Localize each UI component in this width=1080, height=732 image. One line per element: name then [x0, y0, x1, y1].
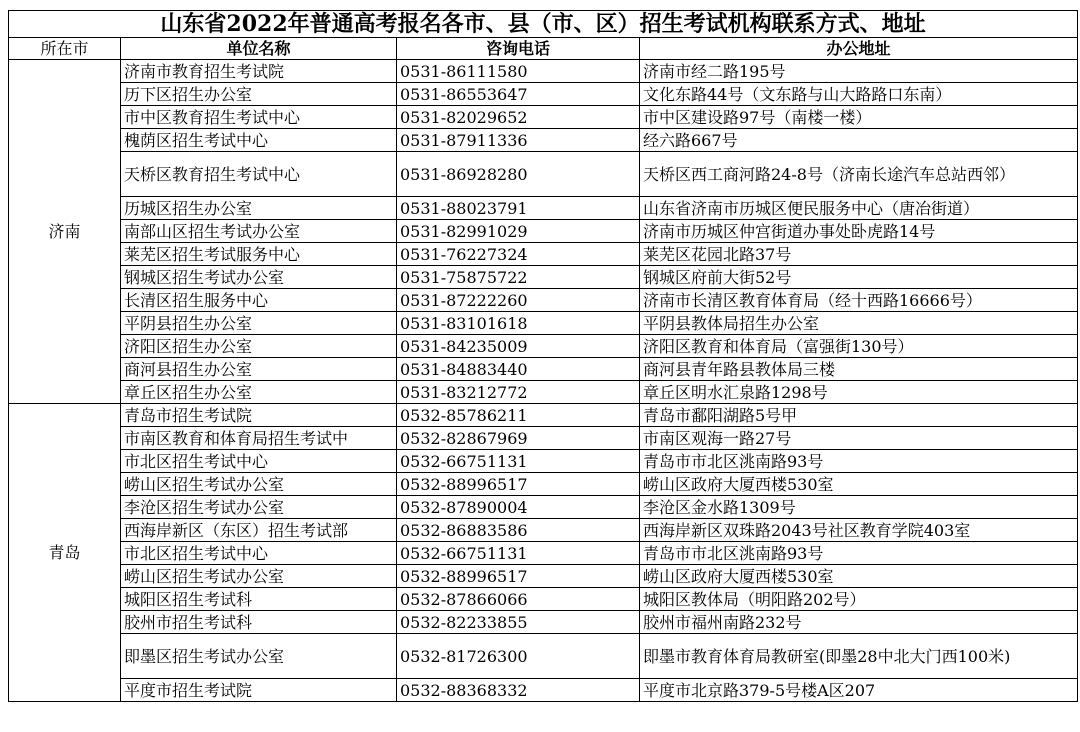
table-row — [9, 542, 1078, 565]
unit-cell: 市北区招生考试中心 — [121, 542, 397, 565]
unit-cell: 钢城区招生考试办公室 — [121, 266, 397, 289]
city-cell: 青岛 — [9, 404, 121, 702]
address-cell: 平阴县教体局招生办公室 — [640, 312, 1078, 335]
address-cell: 崂山区政府大厦西楼530室 — [640, 565, 1078, 588]
address-cell: 山东省济南市历城区便民服务中心（唐冶街道） — [640, 197, 1078, 220]
phone-cell: 0531-87222260 — [397, 289, 640, 312]
phone-cell: 0532-88996517 — [397, 473, 640, 496]
phone-cell: 0532-87866066 — [397, 588, 640, 611]
phone-cell: 0531-86111580 — [397, 60, 640, 83]
phone-cell: 0531-84235009 — [397, 335, 640, 358]
address-cell: 济南市历城区仲宫街道办事处卧虎路14号 — [640, 220, 1078, 243]
table-row — [9, 335, 1078, 358]
phone-cell: 0532-66751131 — [397, 542, 640, 565]
header-row — [9, 38, 1078, 60]
table-row — [9, 473, 1078, 496]
table-body — [9, 60, 1078, 702]
address-cell: 天桥区西工商河路24-8号（济南长途汽车总站西邻） — [640, 152, 1078, 197]
phone-cell: 0532-85786211 — [397, 404, 640, 427]
address-cell: 即墨市教育体育局教研室(即墨28中北大门西100米) — [640, 634, 1078, 679]
table-row — [9, 358, 1078, 381]
table-row — [9, 450, 1078, 473]
unit-cell: 历城区招生办公室 — [121, 197, 397, 220]
contact-table — [8, 10, 1078, 702]
phone-cell: 0531-83212772 — [397, 381, 640, 404]
phone-cell: 0531-88023791 — [397, 197, 640, 220]
table-row — [9, 634, 1078, 679]
table-row — [9, 679, 1078, 702]
address-cell: 胶州市福州南路232号 — [640, 611, 1078, 634]
phone-cell: 0531-82991029 — [397, 220, 640, 243]
phone-cell: 0531-76227324 — [397, 243, 640, 266]
unit-cell: 城阳区招生考试科 — [121, 588, 397, 611]
address-cell: 经六路667号 — [640, 129, 1078, 152]
table-row — [9, 611, 1078, 634]
address-cell: 城阳区教体局（明阳路202号） — [640, 588, 1078, 611]
table-row — [9, 496, 1078, 519]
table-row — [9, 289, 1078, 312]
address-cell: 莱芜区花园北路37号 — [640, 243, 1078, 266]
table-row — [9, 220, 1078, 243]
phone-cell: 0531-75875722 — [397, 266, 640, 289]
table-row — [9, 129, 1078, 152]
unit-cell: 平阴县招生办公室 — [121, 312, 397, 335]
phone-cell: 0531-84883440 — [397, 358, 640, 381]
phone-cell: 0532-82233855 — [397, 611, 640, 634]
unit-cell: 平度市招生考试院 — [121, 679, 397, 702]
address-cell: 章丘区明水汇泉路1298号 — [640, 381, 1078, 404]
unit-cell: 市北区招生考试中心 — [121, 450, 397, 473]
unit-cell: 历下区招生办公室 — [121, 83, 397, 106]
address-cell: 青岛市鄱阳湖路5号甲 — [640, 404, 1078, 427]
unit-cell: 市南区教育和体育局招生考试中 — [121, 427, 397, 450]
unit-cell: 青岛市招生考试院 — [121, 404, 397, 427]
table-row — [9, 197, 1078, 220]
unit-cell: 即墨区招生考试办公室 — [121, 634, 397, 679]
city-cell: 济南 — [9, 60, 121, 404]
phone-cell: 0531-87911336 — [397, 129, 640, 152]
address-cell: 西海岸新区双珠路2043号社区教育学院403室 — [640, 519, 1078, 542]
phone-cell: 0532-88368332 — [397, 679, 640, 702]
unit-cell: 济阳区招生办公室 — [121, 335, 397, 358]
table-row — [9, 519, 1078, 542]
unit-cell: 莱芜区招生考试服务中心 — [121, 243, 397, 266]
address-cell: 市南区观海一路27号 — [640, 427, 1078, 450]
unit-cell: 西海岸新区（东区）招生考试部 — [121, 519, 397, 542]
header-unit: 单位名称 — [121, 38, 397, 60]
address-cell: 钢城区府前大街52号 — [640, 266, 1078, 289]
table-row — [9, 588, 1078, 611]
phone-cell: 0532-66751131 — [397, 450, 640, 473]
phone-cell: 0531-86928280 — [397, 152, 640, 197]
table-row — [9, 266, 1078, 289]
unit-cell: 市中区教育招生考试中心 — [121, 106, 397, 129]
table-row — [9, 106, 1078, 129]
unit-cell: 济南市教育招生考试院 — [121, 60, 397, 83]
phone-cell: 0532-88996517 — [397, 565, 640, 588]
address-cell: 济南市长清区教育体育局（经十西路16666号） — [640, 289, 1078, 312]
header-city: 所在市 — [9, 38, 121, 60]
phone-cell: 0531-83101618 — [397, 312, 640, 335]
unit-cell: 章丘区招生办公室 — [121, 381, 397, 404]
table-row — [9, 312, 1078, 335]
table-row — [9, 243, 1078, 266]
phone-cell: 0532-82867969 — [397, 427, 640, 450]
phone-cell: 0531-82029652 — [397, 106, 640, 129]
address-cell: 济阳区教育和体育局（富强街130号） — [640, 335, 1078, 358]
address-cell: 济南市经二路195号 — [640, 60, 1078, 83]
unit-cell: 长清区招生服务中心 — [121, 289, 397, 312]
unit-cell: 崂山区招生考试办公室 — [121, 473, 397, 496]
address-cell: 商河县青年路县教体局三楼 — [640, 358, 1078, 381]
phone-cell: 0531-86553647 — [397, 83, 640, 106]
table-row — [9, 427, 1078, 450]
address-cell: 李沧区金水路1309号 — [640, 496, 1078, 519]
address-cell: 青岛市市北区洮南路93号 — [640, 542, 1078, 565]
unit-cell: 商河县招生办公室 — [121, 358, 397, 381]
unit-cell: 胶州市招生考试科 — [121, 611, 397, 634]
unit-cell: 李沧区招生考试办公室 — [121, 496, 397, 519]
table-row — [9, 60, 1078, 83]
unit-cell: 崂山区招生考试办公室 — [121, 565, 397, 588]
unit-cell: 槐荫区招生考试中心 — [121, 129, 397, 152]
address-cell: 市中区建设路97号（南楼一楼） — [640, 106, 1078, 129]
table-row — [9, 83, 1078, 106]
table-row — [9, 565, 1078, 588]
table-row — [9, 381, 1078, 404]
unit-cell: 南部山区招生考试办公室 — [121, 220, 397, 243]
address-cell: 平度市北京路379-5号楼A区207 — [640, 679, 1078, 702]
table-title: 山东省2022年普通高考报名各市、县（市、区）招生考试机构联系方式、地址 — [9, 11, 1078, 38]
address-cell: 青岛市市北区洮南路93号 — [640, 450, 1078, 473]
address-cell: 文化东路44号（文东路与山大路路口东南） — [640, 83, 1078, 106]
phone-cell: 0532-87890004 — [397, 496, 640, 519]
table-row — [9, 152, 1078, 197]
address-cell: 崂山区政府大厦西楼530室 — [640, 473, 1078, 496]
phone-cell: 0532-86883586 — [397, 519, 640, 542]
unit-cell: 天桥区教育招生考试中心 — [121, 152, 397, 197]
phone-cell: 0532-81726300 — [397, 634, 640, 679]
header-address: 办公地址 — [640, 38, 1078, 60]
table-row — [9, 404, 1078, 427]
header-phone: 咨询电话 — [397, 38, 640, 60]
